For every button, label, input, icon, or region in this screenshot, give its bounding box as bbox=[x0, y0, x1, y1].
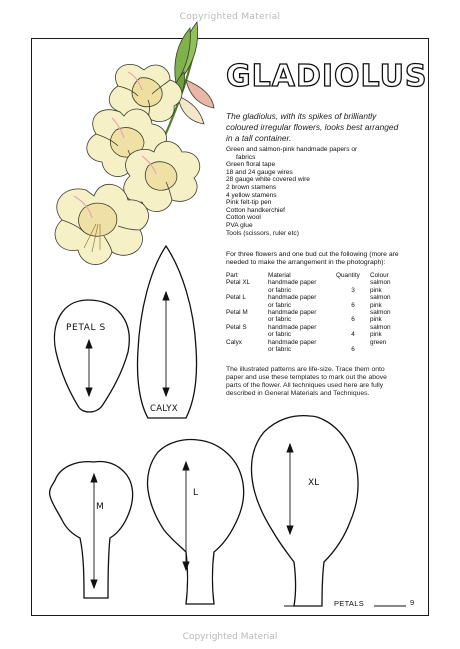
table-row bbox=[226, 294, 404, 309]
page-title: GLADIOLUS bbox=[226, 59, 428, 94]
cell-part: Petal S bbox=[226, 323, 247, 331]
materials-item: Green floral tape bbox=[226, 161, 276, 169]
cell-colour-line: salmon bbox=[370, 309, 391, 317]
petal-xl-outline bbox=[252, 416, 359, 606]
cell-quantity: 6 bbox=[351, 301, 355, 309]
petal-s-outline bbox=[54, 300, 129, 412]
cell-material-line: handmade paper bbox=[268, 279, 317, 287]
cell-material-line: or fabric bbox=[268, 331, 292, 339]
gladiolus-illustration bbox=[55, 22, 214, 265]
cell-colour bbox=[370, 324, 404, 339]
cell-material-line: handmade paper bbox=[268, 323, 317, 331]
materials-item: Tools (scissors, ruler etc) bbox=[226, 229, 299, 237]
table-row bbox=[226, 309, 404, 324]
cell-quantity: 4 bbox=[351, 331, 355, 339]
parts-table-header bbox=[226, 272, 404, 279]
intro-text: The gladiolus, with its spikes of brilliantly coloured irregular flowers, looks best arranged in a tall container. bbox=[226, 111, 399, 143]
materials-item: PVA glue bbox=[226, 221, 253, 229]
watermark-bottom: Copyrighted Material bbox=[182, 632, 278, 642]
cell-material-line: handmade paper bbox=[268, 294, 317, 302]
cell-colour-line: pink bbox=[370, 286, 382, 294]
petal-l-label: L bbox=[193, 488, 199, 498]
cell-colour-line: pink bbox=[370, 316, 382, 324]
petal-l-outline bbox=[147, 440, 243, 605]
materials-list bbox=[226, 146, 402, 237]
cell-quantity: 6 bbox=[351, 346, 355, 354]
cell-material bbox=[268, 294, 336, 309]
cell-material-line: or fabric bbox=[268, 346, 292, 354]
page-number: 9 bbox=[410, 598, 415, 607]
cell-colour bbox=[370, 279, 404, 294]
cell-colour-line: green bbox=[370, 338, 387, 346]
cell-material-line: or fabric bbox=[268, 316, 292, 324]
materials-item: Green and salmon-pink handmade papers or bbox=[226, 146, 358, 153]
cell-material-line: handmade paper bbox=[268, 309, 317, 317]
parts-table bbox=[226, 272, 404, 353]
materials-item: fabrics bbox=[236, 153, 256, 161]
cell-material bbox=[268, 339, 336, 354]
cell-quantity: 6 bbox=[351, 316, 355, 324]
petal-m-label: M bbox=[96, 502, 104, 512]
cell-material-line: or fabric bbox=[268, 301, 292, 309]
footer-section-label: PETALS bbox=[334, 599, 365, 608]
header-quantity: Quantity bbox=[336, 272, 360, 279]
cell-material bbox=[268, 309, 336, 324]
cell-part: Petal M bbox=[226, 309, 248, 317]
table-row bbox=[226, 324, 404, 339]
materials-item: Cotton wool bbox=[226, 214, 261, 222]
header-colour: Colour bbox=[370, 272, 389, 279]
table-row bbox=[226, 279, 404, 294]
cell-part: Calyx bbox=[226, 338, 242, 346]
cell-colour-line: pink bbox=[370, 301, 382, 309]
calyx-label: CALYX bbox=[150, 404, 178, 414]
materials-item: 4 yellow stamens bbox=[226, 191, 277, 199]
cut-list-heading: For three flowers and one bud cut the following (more are needed to make the arrangement in the photograph): bbox=[226, 251, 399, 266]
cell-colour bbox=[370, 339, 404, 354]
petal-s-label: PETAL S bbox=[66, 323, 106, 333]
cell-material bbox=[268, 279, 336, 294]
cell-colour-line: salmon bbox=[370, 279, 391, 287]
cell-colour-line: salmon bbox=[370, 294, 391, 302]
header-part: Part bbox=[226, 272, 238, 279]
materials-item: Pink felt-tip pen bbox=[226, 199, 272, 207]
header-material: Material bbox=[268, 272, 291, 279]
cell-material-line: handmade paper bbox=[268, 338, 317, 346]
materials-item: Cotton handkerchief bbox=[226, 206, 286, 214]
cell-part: Petal XL bbox=[226, 279, 251, 287]
materials-item: 2 brown stamens bbox=[226, 183, 277, 191]
materials-item: 28 gauge white covered wire bbox=[226, 176, 310, 184]
cell-quantity: 3 bbox=[351, 286, 355, 294]
cell-material-line: or fabric bbox=[268, 286, 292, 294]
instructions-note: The illustrated patterns are life-size. Trace them onto paper and use these templates to mark out the above parts of the flower. All techniques used here are fully described in General Materials and Techniques. bbox=[226, 366, 387, 397]
watermark-top: Copyrighted Material bbox=[179, 12, 281, 22]
cell-part: Petal L bbox=[226, 294, 246, 302]
table-row bbox=[226, 339, 404, 354]
cell-colour bbox=[370, 309, 404, 324]
cell-colour bbox=[370, 294, 404, 309]
cell-colour-line: salmon bbox=[370, 323, 391, 331]
materials-item: 18 and 24 gauge wires bbox=[226, 168, 293, 176]
cell-colour-line: pink bbox=[370, 331, 382, 339]
petal-xl-label: XL bbox=[308, 478, 320, 488]
cell-material bbox=[268, 324, 336, 339]
